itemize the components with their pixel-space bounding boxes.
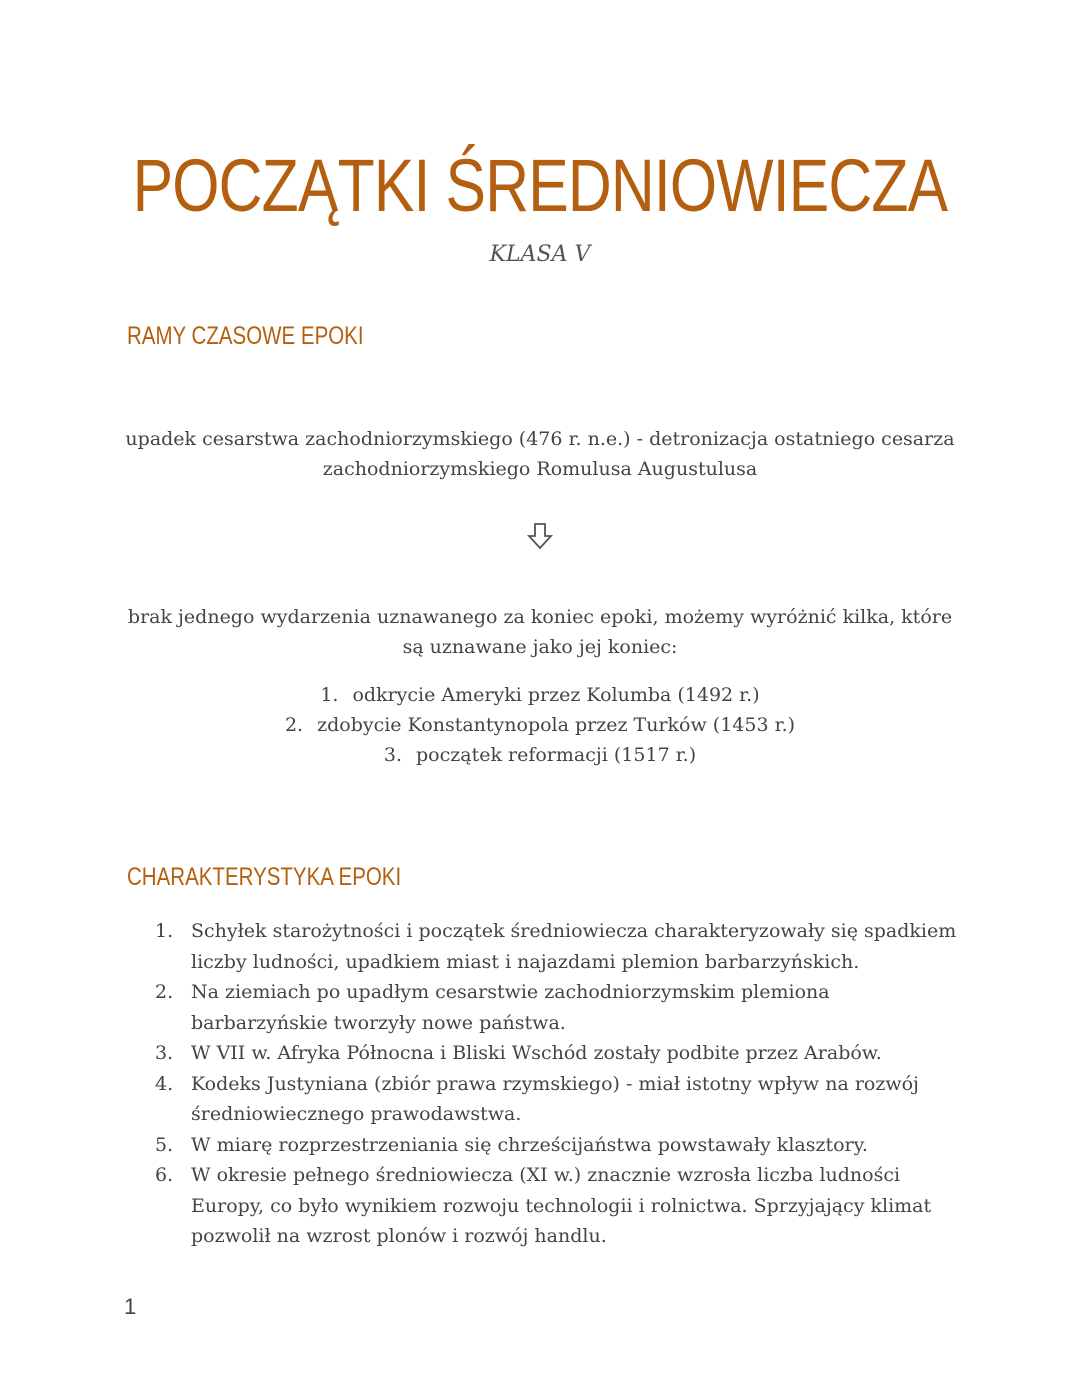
- list-item: [0, 740, 1080, 770]
- list-item-text: [191, 977, 965, 1038]
- list-item-number: 6.: [155, 1164, 174, 1186]
- list-item: [155, 977, 965, 1038]
- list-item-line: barbarzyńskie tworzyły nowe państwa.: [191, 1011, 566, 1034]
- epoch-end-line: są uznawane jako jej koniec:: [402, 636, 678, 658]
- list-item-number: 3.: [155, 1042, 174, 1064]
- epoch-start-paragraph: [100, 424, 980, 484]
- list-item-text: [191, 1130, 965, 1161]
- list-item: [155, 1160, 965, 1252]
- epoch-end-events-list: [0, 680, 1080, 770]
- list-item-text: odkrycie Ameryki przez Kolumba (1492 r.): [352, 684, 760, 706]
- list-item-line: średniowiecznego prawodawstwa.: [191, 1103, 522, 1125]
- list-item-number: 2.: [155, 981, 174, 1003]
- list-item: [155, 1069, 965, 1130]
- list-item-line: W VII w. Afryka Północna i Bliski Wschód zostały podbite przez Arabów.: [191, 1042, 882, 1064]
- list-item-line: liczby ludności, upadkiem miast i najazdami plemion barbarzyńskich.: [191, 950, 860, 973]
- list-item-text: [191, 1160, 965, 1252]
- epoch-start-line: upadek cesarstwa zachodniorzymskiego (476 r. n.e.) - detronizacja ostatniego cesarza: [125, 428, 955, 450]
- arrow-down-icon: [527, 522, 553, 550]
- epoch-start-line: zachodniorzymskiego Romulusa Augustulusa: [322, 458, 758, 480]
- list-item-line: W okresie pełnego średniowiecza (XI w.) znacznie wzrosła liczba ludności: [191, 1164, 901, 1186]
- list-item-line: W miarę rozprzestrzeniania się chrześcijaństwa powstawały klasztory.: [191, 1133, 868, 1156]
- list-item-number: 4.: [155, 1072, 174, 1095]
- list-item-text: zdobycie Konstantynopola przez Turków (1453 r.): [317, 714, 796, 736]
- list-item: [0, 680, 1080, 710]
- epoch-end-line: brak jednego wydarzenia uznawanego za koniec epoki, możemy wyróżnić kilka, które: [127, 606, 953, 628]
- page-number: 1: [124, 1294, 137, 1319]
- list-item-text: [191, 1069, 965, 1130]
- epoch-end-paragraph: [100, 602, 980, 662]
- list-item-number: 1.: [320, 684, 339, 706]
- list-item-line: Kodeks Justyniana (zbiór prawa rzymskiego) - miał istotny wpływ na rozwój: [191, 1072, 919, 1095]
- list-item-text: [191, 1038, 965, 1069]
- list-item: [155, 1038, 965, 1069]
- list-item-text: [191, 916, 965, 977]
- document-subtitle: KLASA V: [489, 242, 591, 267]
- section-heading-characteristics: CHARAKTERYSTYKA EPOKI: [127, 863, 402, 891]
- section-heading-time-frame: RAMY CZASOWE EPOKI: [127, 322, 364, 350]
- list-item-number: 3.: [383, 744, 402, 766]
- list-item-number: 2.: [284, 714, 304, 736]
- list-item-text: początek reformacji (1517 r.): [416, 744, 697, 766]
- list-item-line: Na ziemiach po upadłym cesarstwie zachodniorzymskim plemiona: [191, 981, 830, 1003]
- list-item-number: 1.: [155, 920, 174, 942]
- document-title: POCZĄTKI ŚREDNIOWIECZA: [132, 144, 948, 227]
- list-item-number: 5.: [155, 1133, 174, 1156]
- characteristics-list: [155, 916, 965, 1252]
- list-item-line: Europy, co było wynikiem rozwoju technologii i rolnictwa. Sprzyjający klimat: [191, 1194, 932, 1217]
- list-item: [155, 1130, 965, 1161]
- list-item-line: pozwolił na wzrost plonów i rozwój handlu.: [191, 1225, 607, 1247]
- list-item-line: Schyłek starożytności i początek średniowiecza charakteryzowały się spadkiem: [191, 920, 957, 942]
- list-item: [155, 916, 965, 977]
- list-item: [0, 710, 1080, 740]
